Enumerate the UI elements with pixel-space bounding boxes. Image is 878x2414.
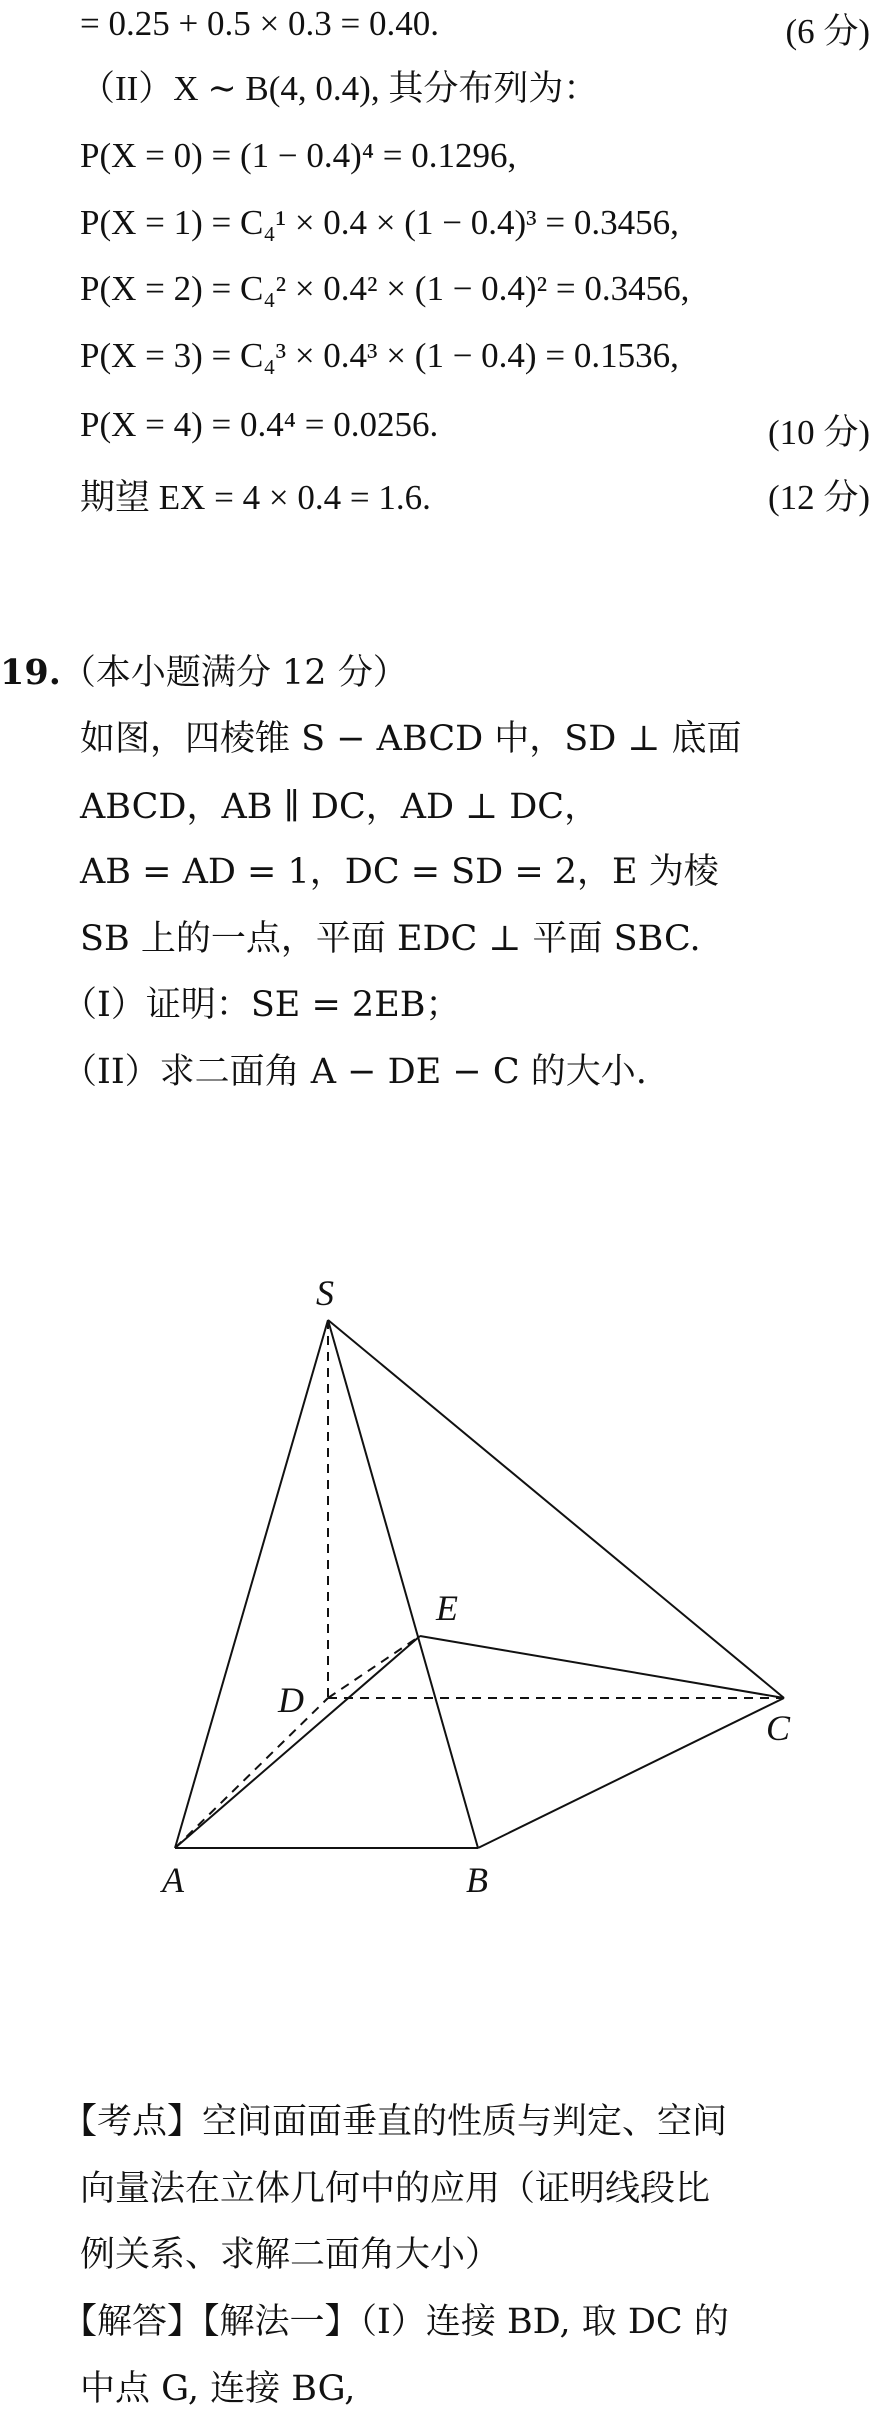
- prob-x-3: P(X = 3) = C₄³ × 0.4³ × (1 − 0.4) = 0.1536,: [80, 336, 679, 375]
- edge-de-hidden: [328, 1636, 420, 1698]
- expectation: 期望 EX = 4 × 0.4 = 1.6.: [80, 478, 431, 517]
- prob-x-4-row: [80, 405, 870, 452]
- edge-ae: [175, 1636, 420, 1848]
- q19-line-2: ABCD，AB ∥ DC，AD ⊥ DC，: [80, 787, 600, 827]
- q19-line-4: SB 上的一点，平面 EDC ⊥ 平面 SBC.: [80, 919, 701, 959]
- edge-sc: [328, 1320, 784, 1698]
- edge-ad-hidden: [175, 1698, 328, 1848]
- score-10: (10 分): [767, 413, 870, 452]
- jieda-line-1: 【解答】【解法一】（I）连接 BD, 取 DC 的: [62, 2302, 729, 2342]
- q19-part-i: （I）证明：SE = 2EB；: [62, 985, 461, 1025]
- prob-x-1: P(X = 1) = C₄¹ × 0.4 × (1 − 0.4)³ = 0.3456,: [80, 203, 679, 242]
- kaodian-line-3: 例关系、求解二面角大小）: [80, 2235, 501, 2275]
- expectation-row: [80, 470, 870, 517]
- question-19-heading: [0, 652, 408, 693]
- kaodian-line-2: 向量法在立体几何中的应用（证明线段比: [80, 2169, 711, 2209]
- label-b: B: [466, 1860, 488, 1900]
- prob-x-2: P(X = 2) = C₄² × 0.4² × (1 − 0.4)² = 0.3456,: [80, 269, 690, 308]
- q19-part-ii: （II）求二面角 A − DE − C 的大小.: [62, 1052, 647, 1092]
- edge-ec: [420, 1636, 784, 1698]
- prob-x-0: P(X = 0) = (1 − 0.4)⁴ = 0.1296,: [80, 136, 517, 175]
- label-a: A: [162, 1860, 184, 1900]
- part-ii-intro: （II）X ∼ B(4, 0.4), 其分布列为：: [80, 69, 599, 108]
- label-d: D: [278, 1680, 304, 1720]
- label-c: C: [766, 1708, 791, 1748]
- q19-line-3: AB = AD = 1，DC = SD = 2，E 为棱: [80, 852, 719, 892]
- score-6: (6 分): [785, 12, 870, 51]
- edge-sa: [175, 1320, 328, 1848]
- part-i-expression: = 0.25 + 0.5 × 0.3 = 0.40.: [80, 4, 439, 43]
- edge-bc: [478, 1698, 784, 1848]
- score-12: (12 分): [767, 478, 870, 517]
- label-s: S: [316, 1273, 334, 1313]
- label-e: E: [436, 1588, 458, 1628]
- solution-line-part-i-result: [80, 4, 870, 51]
- prob-x-4: P(X = 4) = 0.4⁴ = 0.0256.: [80, 405, 439, 444]
- edge-sb: [328, 1320, 478, 1848]
- q19-line-1: 如图，四棱锥 S − ABCD 中，SD ⊥ 底面: [80, 719, 742, 759]
- kaodian-line-1: 【考点】空间面面垂直的性质与判定、空间: [62, 2102, 728, 2142]
- question-number: 19.: [0, 652, 61, 693]
- question-score-note: （本小题满分 12 分）: [60, 653, 408, 693]
- jieda-line-2: 中点 G, 连接 BG,: [80, 2369, 356, 2409]
